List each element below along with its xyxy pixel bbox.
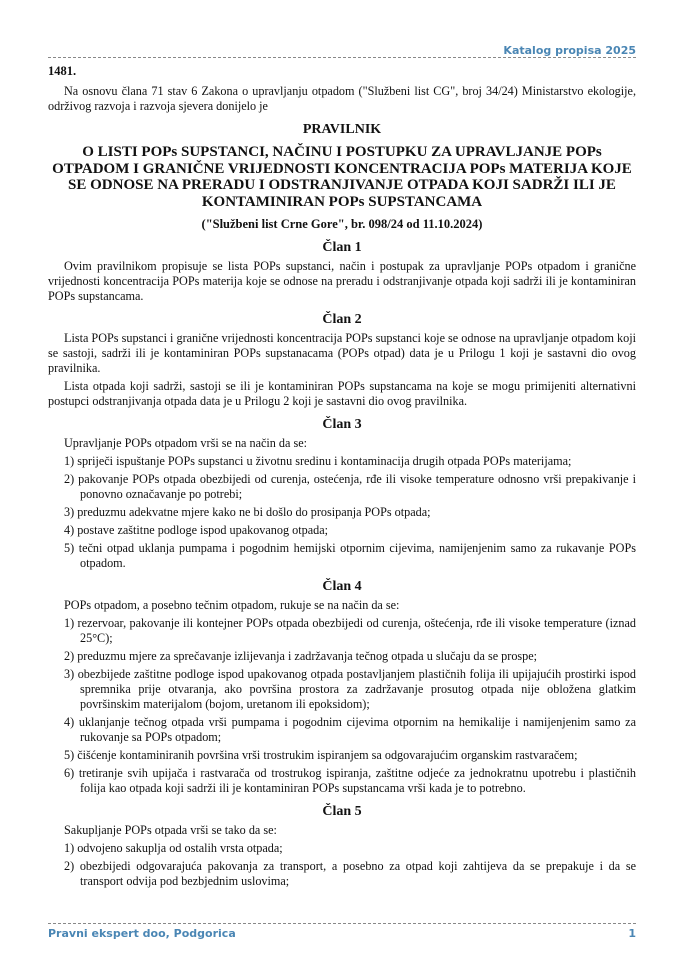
list-item: 3) obezbijede zaštitne podloge ispod upakovanog otpada postavljanjem plastičnih folija ili upijajućih prostirki ispod spremnika prije otvaranja, ako površina prostora za zadržavanje prosutog otpada nije obložena glatkim površinskim materijalom (bojom, uretanom ili epoksidom); — [64, 667, 636, 711]
article-3-title: Član 3 — [322, 417, 362, 432]
list-item: 5) tečni otpad uklanja pumpama i pogodnim hemijski otpornim cijevima, namijenjenim samo za rukavanje POPs otpadom. — [64, 541, 636, 570]
article-1-title: Član 1 — [322, 240, 362, 255]
list-item: 5) čišćenje kontaminiranih površina vrši trostrukim ispiranjem sa odgovarajućim organskim rastvaračem; — [64, 748, 578, 762]
article-2-title: Član 2 — [322, 312, 362, 327]
article-2-paragraph-1: Lista POPs supstanci i granične vrijednosti koncentracija POPs supstanci koje se odnose na upravljanje otpadom koji se sastoji, sadrži ili je kontaminiran POPs supstanacama (POPs otpad) data je u Prilogu 1 koji je sastavni dio ovog pravilnika. — [48, 331, 636, 375]
list-item: 4) uklanjanje tečnog otpada vrši pumpama i pogodnim cijevima otpornim na hemikalije i namijenjenim samo za rukovanje sa POPs otpadom; — [64, 715, 636, 744]
list-item: 2) pakovanje POPs otpada obezbijedi od curenja, ostećenja, rđe ili visoke temperature odnosno vrši prepakivanje i ponovno označavanje po potrebi; — [64, 472, 636, 501]
page-footer — [48, 923, 636, 960]
document-number: 1481. — [48, 64, 77, 78]
article-3-lead: Upravljanje POPs otpadom vrši se na način da se: — [64, 436, 308, 450]
article-5-title: Član 5 — [322, 804, 362, 819]
article-2-paragraph-2: Lista otpada koji sadrži, sastoji se ili je kontaminiran POPs supstancama na koje se mogu primijeniti alternativni postupci odstranjivanja otpada data je u Prilogu 2 koji je sastavni dio ovog pravilnika. — [48, 379, 636, 408]
list-item: 4) postave zaštitne podloge ispod upakovanog otpada; — [64, 523, 329, 537]
list-item: 1) spriječi ispuštanje POPs supstanci u životnu sredinu i kontaminacija drugih otpada POPs materijama; — [64, 454, 572, 468]
list-item: 2) preduzmu mjere za sprečavanje izlijevanja i zadržavanja tečnog otpada u slučaju da se prospe; — [64, 649, 538, 663]
document-heading: PRAVILNIK — [302, 122, 382, 137]
list-item: 1) rezervoar, pakovanje ili kontejner POPs otpada obezbijedi od curenja, oštećenja, rđe ili visoke temperature (iznad 25°C); — [64, 616, 636, 645]
publisher-name: Pravni ekspert doo, Podgorica — [48, 927, 236, 940]
article-4-lead: POPs otpadom, a posebno tečnim otpadom, rukuje se na način da se: — [64, 598, 400, 612]
article-1-paragraph: Ovim pravilnikom propisuje se lista POPs supstanci, način i postupak za upravljanje POPs otpadom i granične vrijednosti koncentracija POPs materija koje se odnose na preradu i odstranjivanje otpada koji sadrži ili je kontaminiran POPs supstancama. — [48, 259, 636, 303]
page — [48, 0, 636, 960]
article-4-title: Član 4 — [322, 579, 362, 594]
document-body — [48, 58, 636, 917]
list-item: 1) odvojeno sakuplja od ostalih vrsta otpada; — [64, 841, 283, 855]
article-5-lead: Sakupljanje POPs otpada vrši se tako da se: — [64, 823, 277, 837]
intro-paragraph: Na osnovu člana 71 stav 6 Zakona o upravljanju otpadom ("Službeni list CG", broj 34/24) Ministarstvo ekologije, održivog razvoja i razvoja sjevera donijelo je — [48, 84, 636, 113]
document-title: O LISTI POPs SUPSTANCI, NAČINU I POSTUPKU ZA UPRAVLJANJE POPs OTPADOM I GRANIČNE VRIJEDNOSTI KONCENTRACIJA POPs MATERIJA KOJE SE ODNOSE NA PRERADU I ODSTRANJIVANJE OTPADA KOJI SADRŽI ILI JE KONTAMINIRAN POPs SUPSTANCAMA — [52, 144, 632, 210]
page-header — [48, 41, 636, 58]
list-item: 2) obezbijedi odgovarajuća pakovanja za transport, a posebno za otpad koji zahtijeva da se prepakuje i da se transport odvija pod bezbjednim uslovima; — [64, 859, 636, 888]
catalog-title: Katalog propisa 2025 — [503, 44, 636, 57]
list-item: 6) tretiranje svih upijača i rastvarača od trostrukog ispiranja, zaštitne odjeće za jednokratnu upotrebu i plastičnih folija kao otpada koji sadrži ili je kontaminiran POPs supstancama vrši kada je to potrebno. — [64, 766, 636, 795]
gazette-reference: ("Službeni list Crne Gore", br. 098/24 od 11.10.2024) — [201, 217, 483, 231]
list-item: 3) preduzmu adekvatne mjere kako ne bi došlo do prosipanja POPs otpada; — [64, 505, 431, 519]
page-number: 1 — [628, 927, 636, 940]
